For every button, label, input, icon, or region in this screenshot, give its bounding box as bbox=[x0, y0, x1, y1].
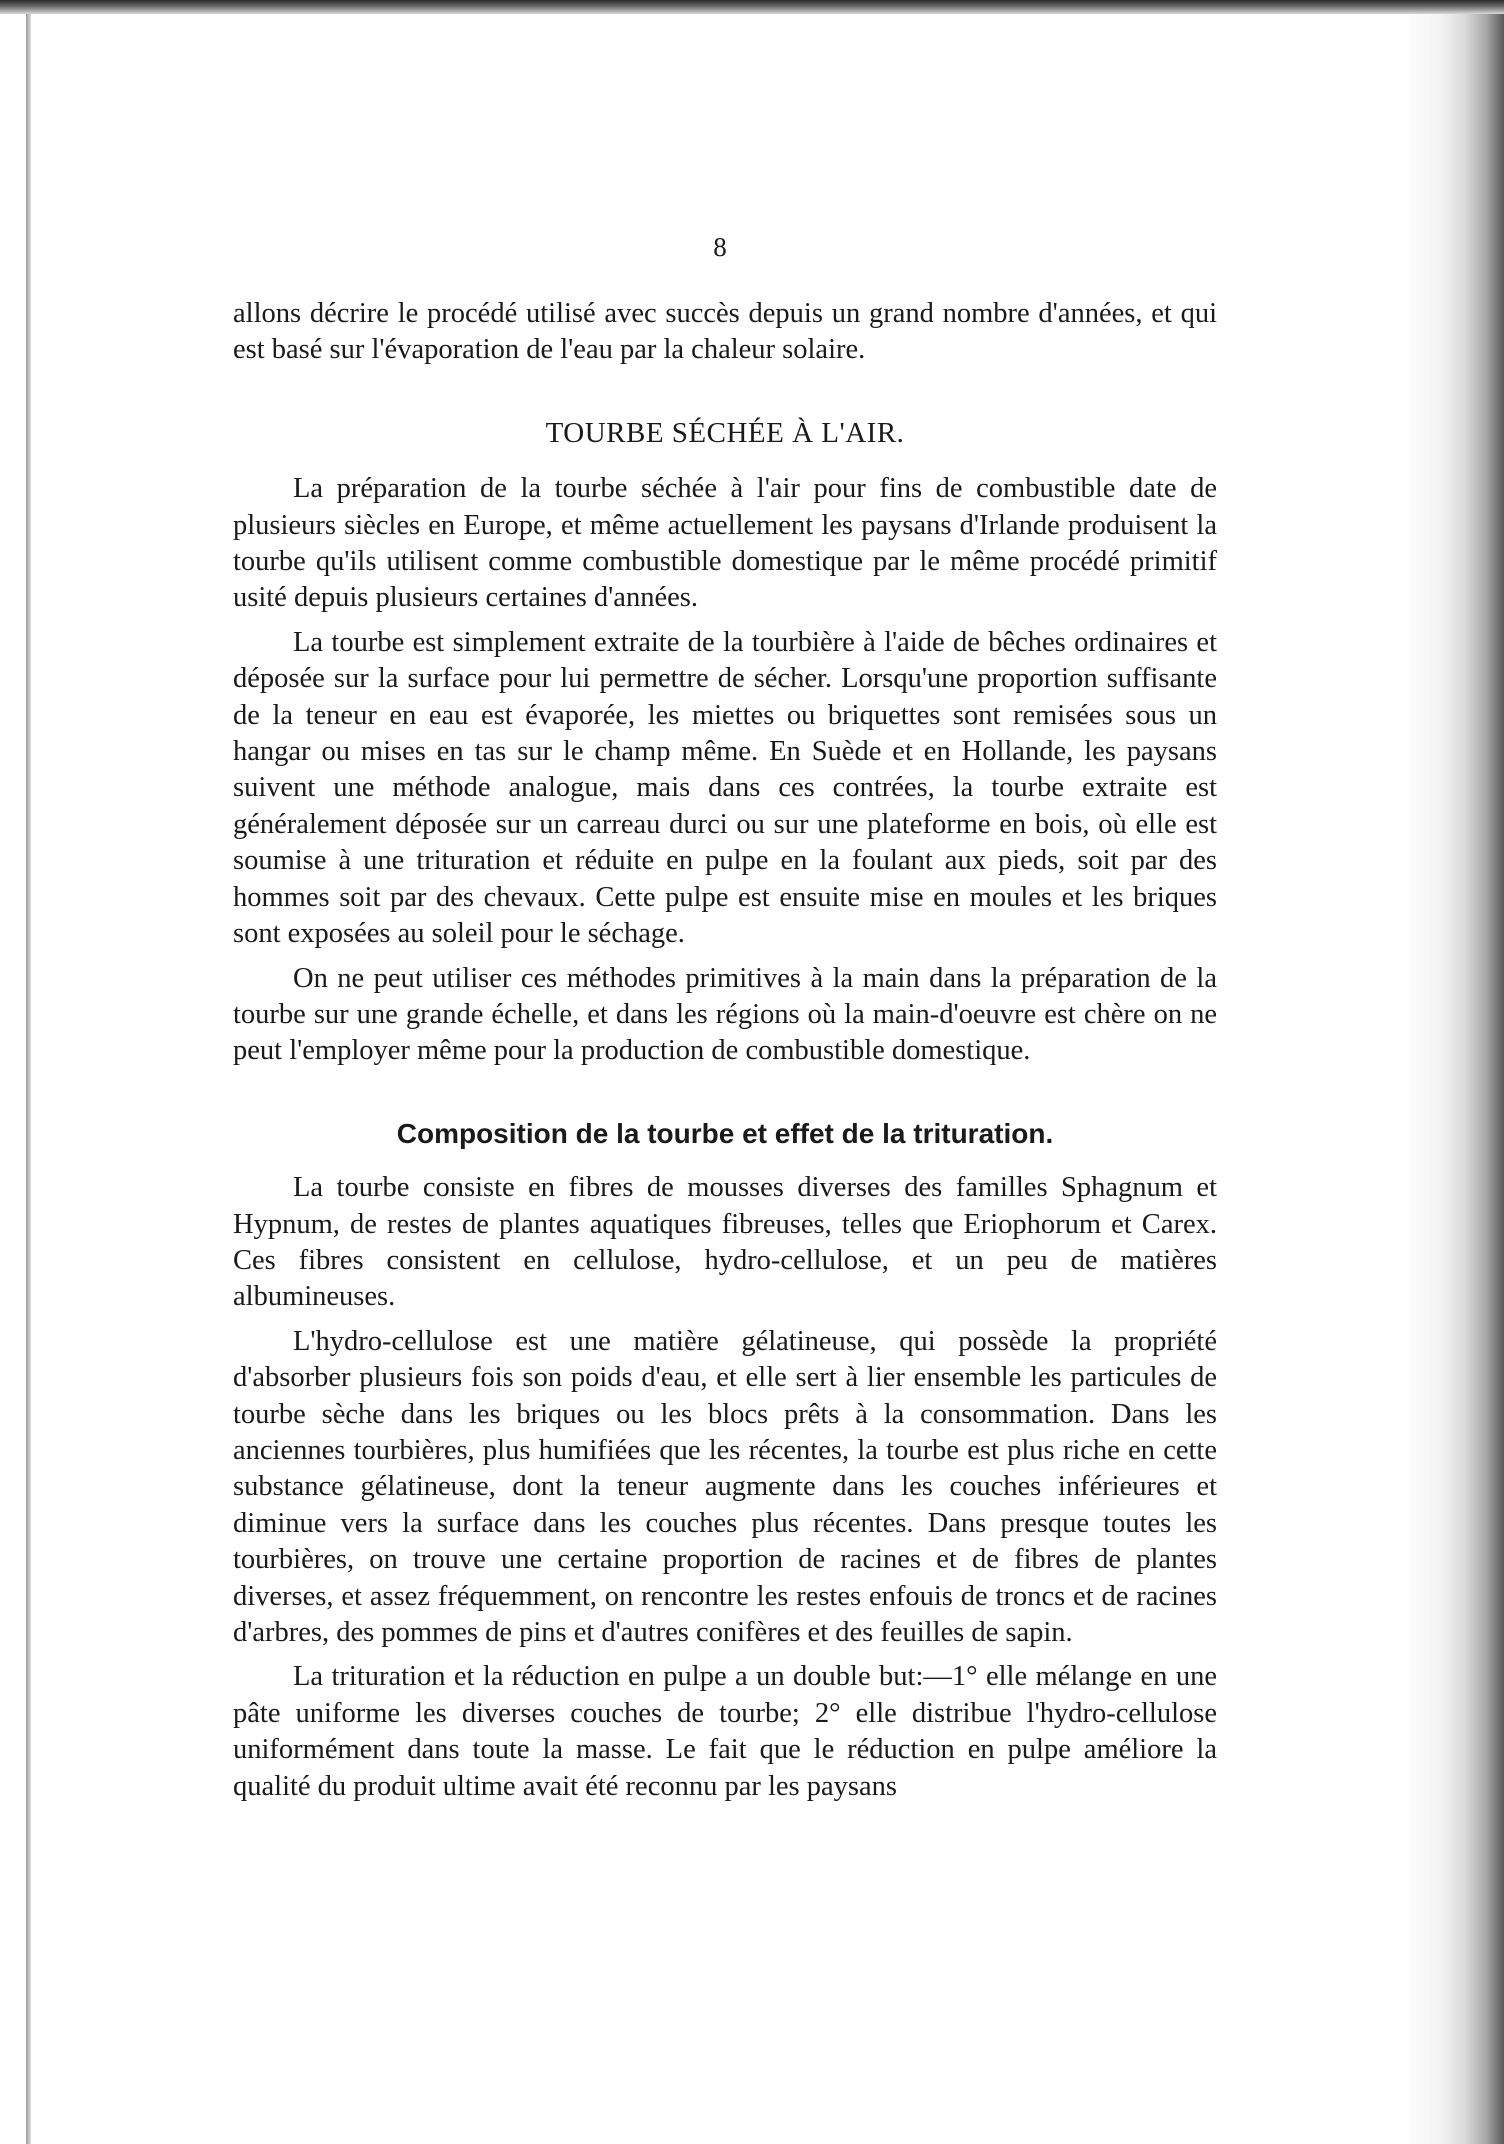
paragraph-3: On ne peut utiliser ces méthodes primitives à la main dans la préparation de la tourbe sur une grande échelle, et dans les régions où la main-d'oeuvre est chère on ne peut l'employer même pour la production de combustible domestique. bbox=[233, 962, 1217, 1067]
continued-paragraph: allons décrire le procédé utilisé avec succès depuis un grand nombre d'années, et qui est basé sur l'évaporation de l'eau par la chaleur solaire. bbox=[233, 298, 1217, 366]
paragraph-5: L'hydro-cellulose est une matière gélatineuse, qui possède la propriété d'absorber plusieurs fois son poids d'eau, et elle sert à lier ensemble les particules de tourbe sèche dans les briques ou les blocs prêts à la consommation. Dans les anciennes tourbières, plus humifiées que les récentes, la tourbe est plus riche en cette substance gélatineuse, dont la teneur augmente dans les couches inférieures et diminue vers la surface dans les couches plus récentes. Dans presque toutes les tourbières, on trouve une certaine proportion de racines et de fibres de plantes diverses, et assez fréquemment, on rencontre les restes enfouis de troncs et de racines d'arbres, des pommes de pins et d'autres conifères et des feuilles de sapin. bbox=[233, 1325, 1217, 1648]
paragraph-1: La préparation de la tourbe séchée à l'air pour fins de combustible date de plusieurs siècles en Europe, et même actuellement les paysans d'Irlande produisent la tourbe qu'ils utilisent comme combustible domestique par le même procédé primitif usité depuis plusieurs certaines d'années. bbox=[233, 473, 1217, 614]
page-number: 8 bbox=[713, 232, 727, 262]
paragraph-2: La tourbe est simplement extraite de la tourbière à l'aide de bêches ordinaires et déposée sur la surface pour lui permettre de sécher. Lorsqu'une proportion suffisante de la teneur en eau est évaporée, les miettes ou briquettes sont remisées sous un hangar ou mises en tas sur le champ même. En Suède et en Hollande, les paysans suivent une méthode analogue, mais dans ces contrées, la tourbe extraite est généralement déposée sur un carreau durci ou sur une plateforme en bois, où elle est soumise à une trituration et réduite en pulpe en la foulant aux pieds, soit par des hommes soit par des chevaux. Cette pulpe est ensuite mise en moules et les briques sont exposées au soleil pour le séchage. bbox=[233, 626, 1217, 950]
page-body bbox=[233, 296, 1217, 1805]
section-heading-air-dried-peat: TOURBE SÉCHÉE À L'AIR. bbox=[545, 416, 905, 449]
paragraph-6: La trituration et la réduction en pulpe a un double but:—1° elle mélange en une pâte uniforme les diverses couches de tourbe; 2° elle distribue l'hydro-cellulose uniformément dans toute la masse. Le fait que le réduction en pulpe améliore la qualité du produit ultime avait été reconnu par les paysans bbox=[233, 1661, 1217, 1802]
paragraph-4: La tourbe consiste en fibres de mousses diverses des familles Sphagnum et Hypnum, de restes de plantes aquatiques fibreuses, telles que Eriophorum et Carex. Ces fibres consistent en cellulose, hydro-cellulose, et un peu de matières albumineuses. bbox=[233, 1172, 1217, 1313]
scan-top-edge bbox=[0, 0, 1504, 14]
scan-left-edge bbox=[26, 14, 31, 2144]
section-heading-composition: Composition de la tourbe et effet de la trituration. bbox=[396, 1117, 1054, 1149]
scan-right-edge bbox=[1404, 14, 1504, 2144]
